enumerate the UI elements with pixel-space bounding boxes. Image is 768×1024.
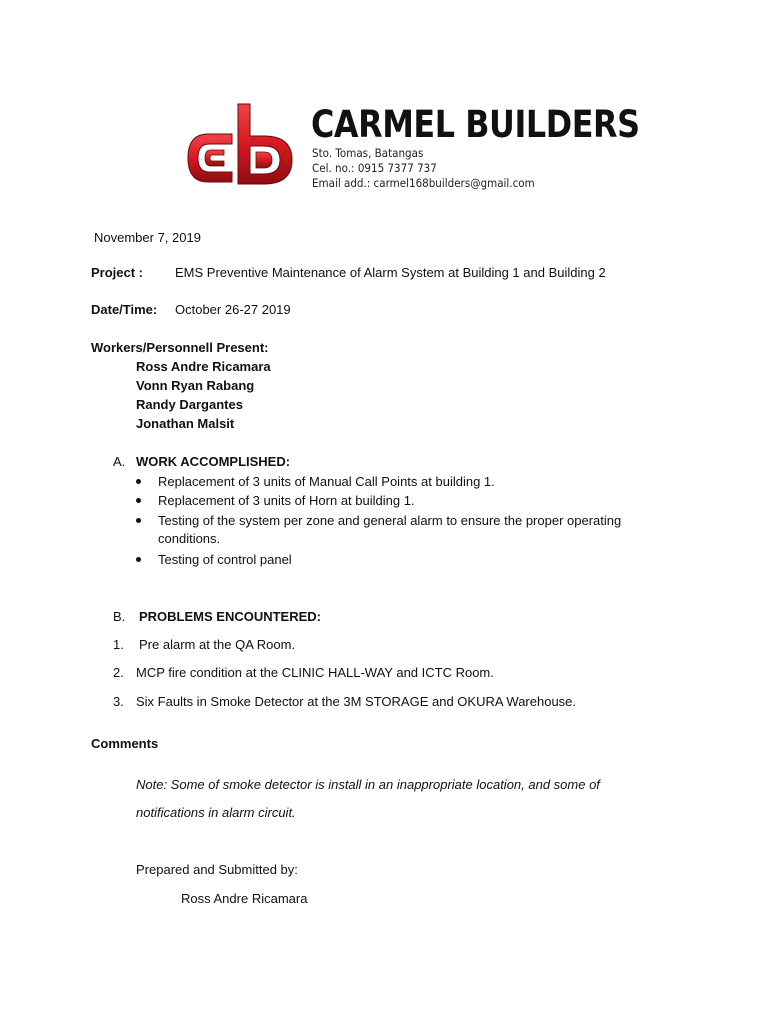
problem-item: MCP fire condition at the CLINIC HALL-WAY and ICTC Room. xyxy=(136,665,494,680)
section-b-marker: B. xyxy=(113,609,126,624)
work-item: Replacement of 3 units of Horn at building 1. xyxy=(158,493,415,508)
datetime-label: Date/Time: xyxy=(91,302,158,317)
problem-item: Pre alarm at the QA Room. xyxy=(139,637,296,652)
section-a-marker: A. xyxy=(113,454,126,469)
personnel-name: Jonathan Malsit xyxy=(136,416,235,431)
work-item: Testing of the system per zone and general alarm to ensure the proper operating xyxy=(158,513,622,528)
bullet-icon xyxy=(136,479,141,484)
prepared-by-name: Ross Andre Ricamara xyxy=(181,891,308,906)
company-email: Email add.: carmel168builders@gmail.com xyxy=(312,176,535,190)
work-item: Testing of control panel xyxy=(158,552,292,567)
work-item: Replacement of 3 units of Manual Call Points at building 1. xyxy=(158,474,495,489)
carmel-builders-cb-logo-icon xyxy=(184,100,298,194)
bullet-icon xyxy=(136,498,141,503)
work-accomplished-heading: WORK ACCOMPLISHED: xyxy=(136,454,291,469)
personnel-label: Workers/Personnell Present: xyxy=(91,340,269,355)
company-address: Sto. Tomas, Batangas xyxy=(312,146,424,160)
bullet-icon xyxy=(136,557,141,562)
bullet-icon xyxy=(136,518,141,523)
personnel-name: Ross Andre Ricamara xyxy=(136,359,271,374)
problem-number: 3. xyxy=(113,694,124,709)
company-name: CARMEL BUILDERS xyxy=(311,103,640,146)
problem-number: 1. xyxy=(113,637,124,652)
comment-note-line: notifications in alarm circuit. xyxy=(136,805,296,820)
comment-note-line: Note: Some of smoke detector is install in an inappropriate location, and some of xyxy=(136,777,600,792)
problem-number: 2. xyxy=(113,665,124,680)
work-item-continuation: conditions. xyxy=(158,531,221,546)
personnel-name: Vonn Ryan Rabang xyxy=(136,378,255,393)
datetime-value: October 26-27 2019 xyxy=(175,302,291,317)
comments-heading: Comments xyxy=(91,736,159,751)
project-label: Project : xyxy=(91,265,144,280)
personnel-name: Randy Dargantes xyxy=(136,397,243,412)
project-value: EMS Preventive Maintenance of Alarm System at Building 1 and Building 2 xyxy=(175,265,606,280)
prepared-by-label: Prepared and Submitted by: xyxy=(136,862,298,877)
report-date: November 7, 2019 xyxy=(94,230,201,245)
problems-encountered-heading: PROBLEMS ENCOUNTERED: xyxy=(139,609,322,624)
problem-item: Six Faults in Smoke Detector at the 3M STORAGE and OKURA Warehouse. xyxy=(136,694,577,709)
company-phone: Cel. no.: 0915 7377 737 xyxy=(312,161,437,175)
